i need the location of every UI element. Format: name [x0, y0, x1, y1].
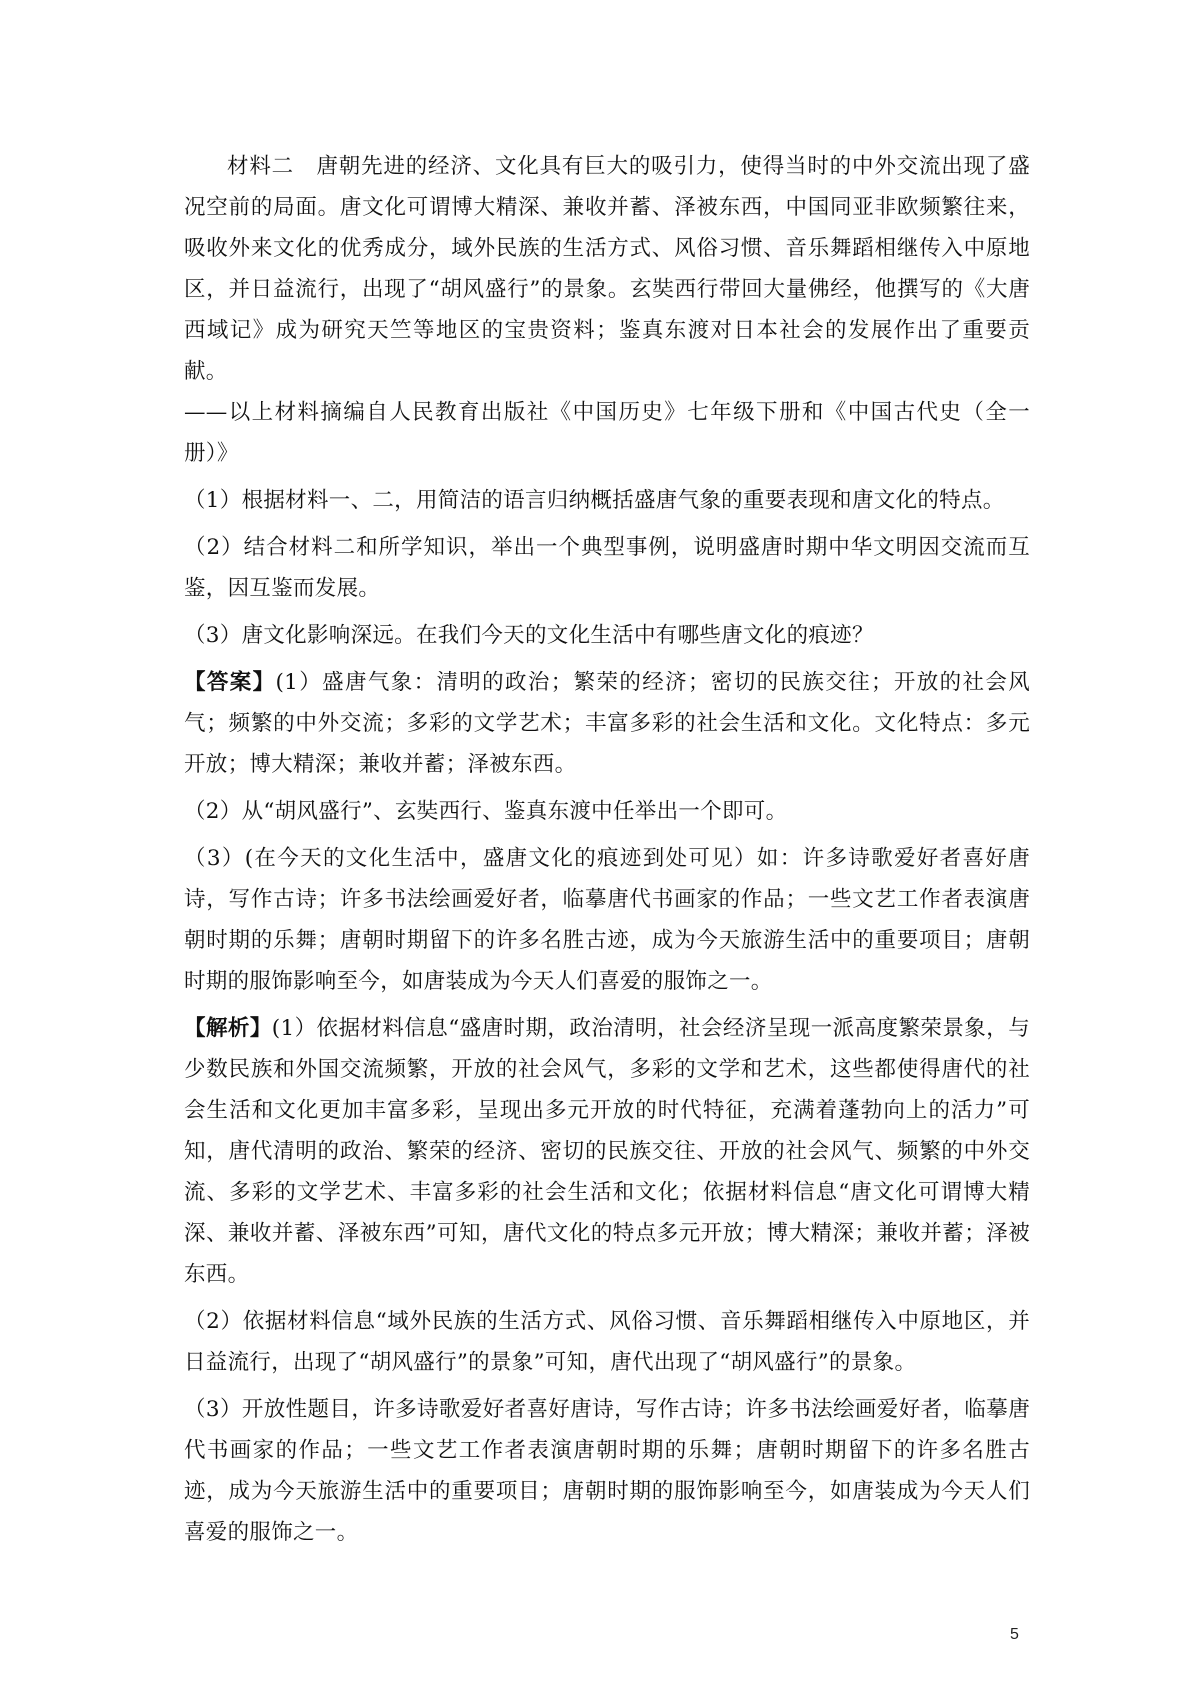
- answer-item-2: （2）从“胡风盛行”、玄奘西行、鉴真东渡中任举出一个即可。: [184, 799, 788, 824]
- analysis-item-1: (1）依据材料信息“盛唐时期，政治清明，社会经济呈现一派高度繁荣景象，与少数民族和外国交流频繁，开放的社会风气，多彩的文学和艺术，这些都使得唐代的社会生活和文化更加丰富多彩，呈现出多元开放的时代特征，充满着蓬勃向上的活力”可知，唐代清明的政治、繁荣的经济、密切的民族交往、开放的社会风气、频繁的中外交流、多彩的文学艺术、丰富多彩的社会生活和文化；依据材料信息“唐文化可谓博大精深、兼收并蓄、泽被东西”可知，唐代文化的特点多元开放；博大精深；兼收并蓄；泽被东西。: [184, 1016, 1030, 1287]
- page-number: 5: [1010, 1626, 1019, 1643]
- analysis-item-3: （3）开放性题目，许多诗歌爱好者喜好唐诗，写作古诗；许多书法绘画爱好者，临摹唐代书画家的作品；一些文艺工作者表演唐朝时期的乐舞；唐朝时期留下的许多名胜古迹，成为今天旅游生活中的重要项目；唐朝时期的服饰影响至今，如唐装成为今天人们喜爱的服饰之一。: [184, 1397, 1030, 1545]
- source-citation: ——以上材料摘编自人民教育出版社《中国历史》七年级下册和《中国古代史（全一册）》: [184, 400, 1030, 466]
- question-1: （1）根据材料一、二，用简洁的语言归纳概括盛唐气象的重要表现和唐文化的特点。: [184, 488, 1005, 513]
- material-two-paragraph: [184, 146, 1030, 392]
- question-3: （3）唐文化影响深远。在我们今天的文化生活中有哪些唐文化的痕迹？: [184, 623, 874, 648]
- question-2: （2）结合材料二和所学知识，举出一个典型事例，说明盛唐时期中华文明因交流而互鉴，因互鉴而发展。: [184, 535, 1030, 601]
- answer-item-3: （3）(在今天的文化生活中，盛唐文化的痕迹到处可见）如：许多诗歌爱好者喜好唐诗，写作古诗；许多书法绘画爱好者，临摹唐代书画家的作品；一些文艺工作者表演唐朝时期的乐舞；唐朝时期留下的许多名胜古迹，成为今天旅游生活中的重要项目；唐朝时期的服饰影响至今，如唐装成为今天人们喜爱的服饰之一。: [184, 846, 1030, 994]
- answer-label: 【答案】: [184, 670, 276, 695]
- analysis-item-2: （2）依据材料信息“域外民族的生活方式、风俗习惯、音乐舞蹈相继传入中原地区，并日益流行，出现了“胡风盛行”的景象”可知，唐代出现了“胡风盛行”的景象。: [184, 1309, 1030, 1375]
- material-two-label: 材料二: [227, 154, 294, 179]
- answer-paragraph-1: [184, 662, 1030, 785]
- material-two-text: 唐朝先进的经济、文化具有巨大的吸引力，使得当时的中外交流出现了盛况空前的局面。唐文化可谓博大精深、兼收并蓄、泽被东西，中国同亚非欧频繁往来，吸收外来文化的优秀成分，域外民族的生活方式、风俗习惯、音乐舞蹈相继传入中原地区，并日益流行，出现了“胡风盛行”的景象。玄奘西行带回大量佛经，他撰写的《大唐西域记》成为研究天竺等地区的宝贵资料；鉴真东渡对日本社会的发展作出了重要贡献。: [184, 154, 1030, 384]
- analysis-label: 【解析】: [184, 1016, 272, 1041]
- analysis-paragraph-1: [184, 1008, 1030, 1295]
- document-page: [184, 146, 1030, 1553]
- answer-item-1: (1）盛唐气象：清明的政治；繁荣的经济；密切的民族交往；开放的社会风气；频繁的中外交流；多彩的文学艺术；丰富多彩的社会生活和文化。文化特点：多元开放；博大精深；兼收并蓄；泽被东西。: [184, 670, 1030, 777]
